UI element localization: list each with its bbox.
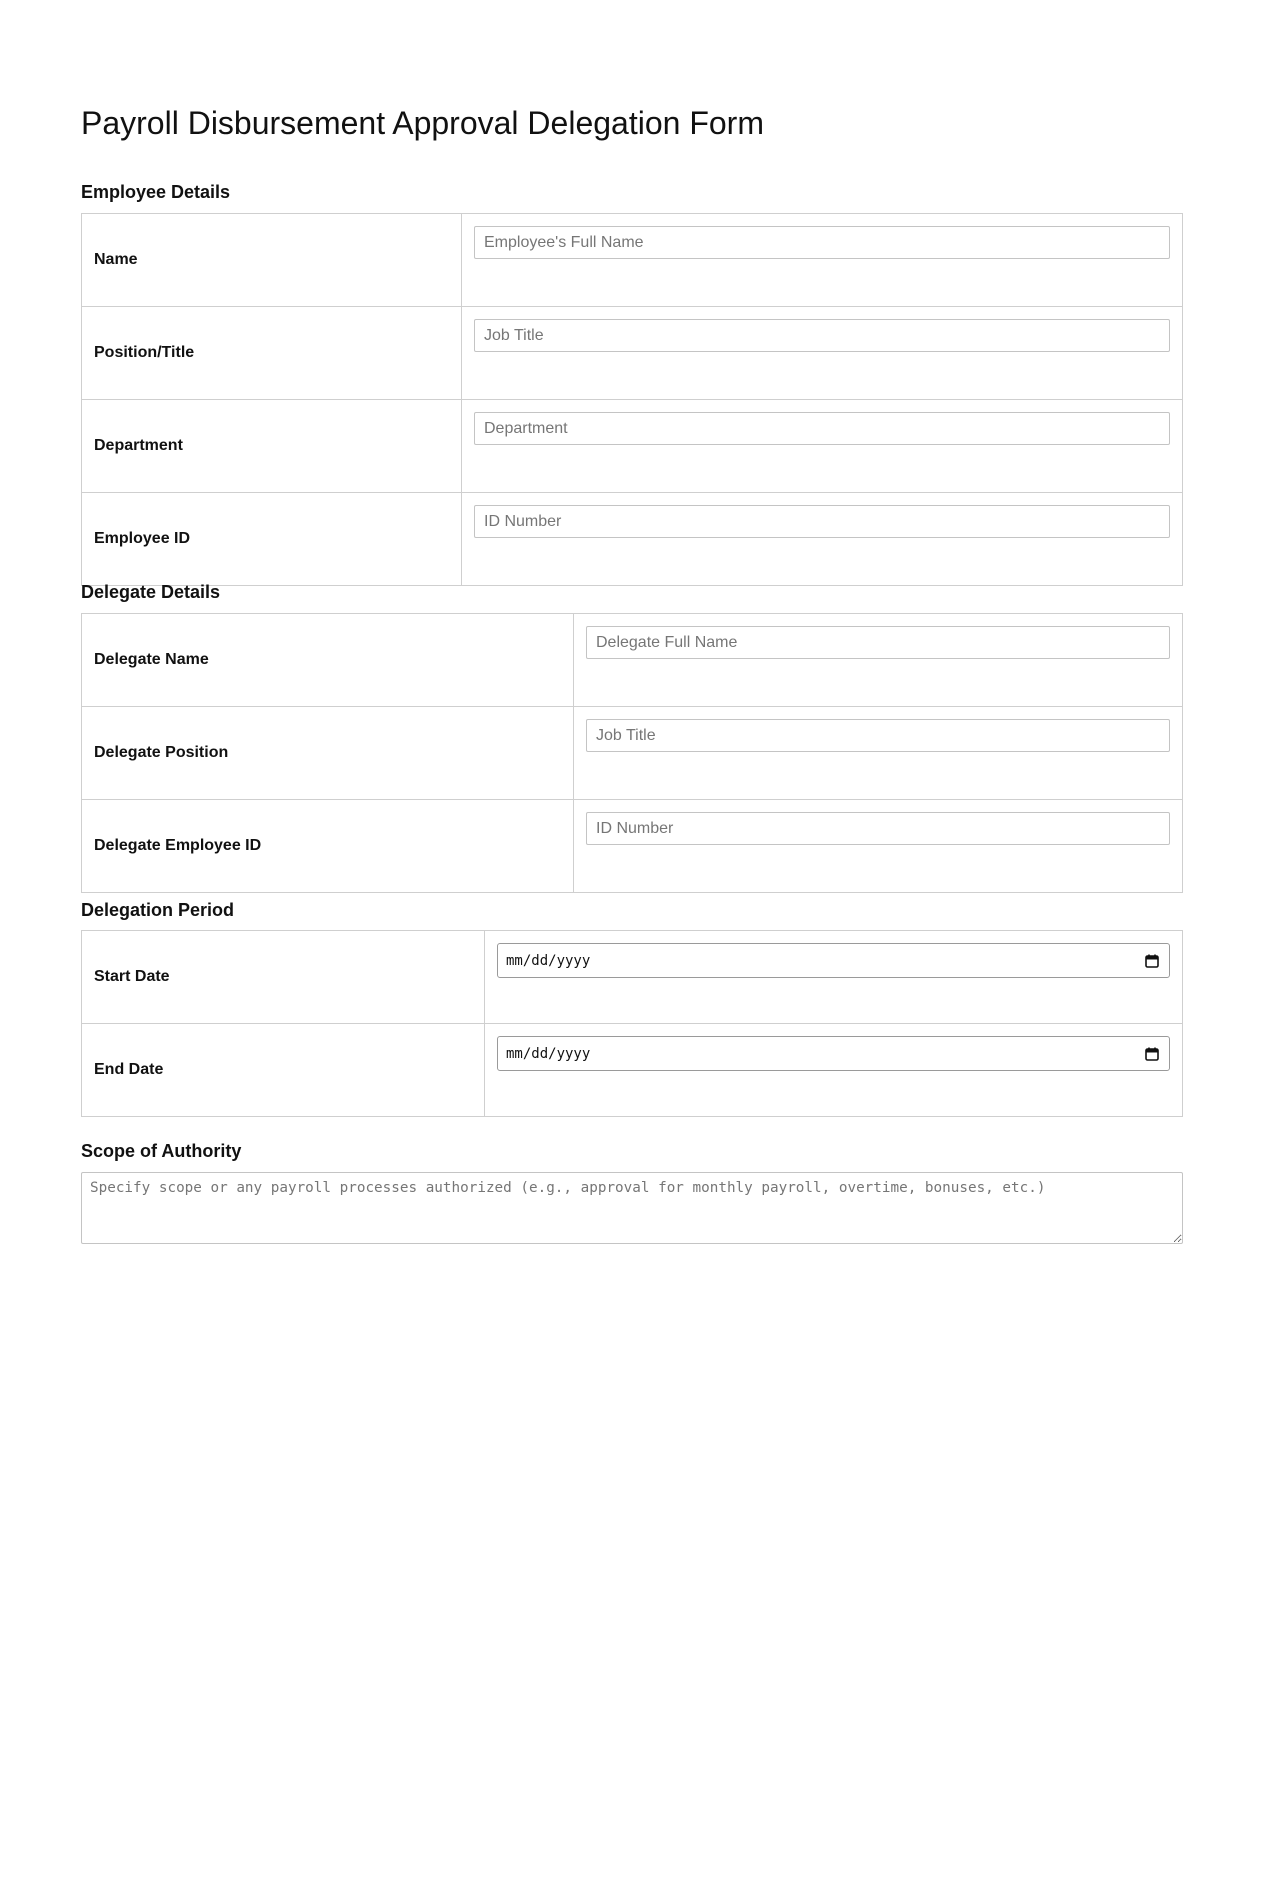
end-date-placeholder: mm/dd/yyyy [506,1045,591,1062]
start-date-placeholder: mm/dd/yyyy [506,952,591,969]
employee-position-input[interactable] [474,319,1170,352]
employee-name-row [82,214,1183,307]
delegate-name-row [82,614,1183,707]
end-date-row [82,1024,1183,1117]
employee-department-label: Department [82,400,462,493]
employee-id-label: Employee ID [82,493,462,586]
employee-department-input[interactable] [474,412,1170,445]
delegate-employee-id-row [82,800,1183,893]
start-date-label: Start Date [82,931,485,1024]
start-date-row [82,931,1183,1024]
scope-textarea[interactable] [81,1172,1183,1244]
employee-id-row [82,493,1183,586]
employee-position-label: Position/Title [82,307,462,400]
delegate-name-label: Delegate Name [82,614,574,707]
delegate-position-input[interactable] [586,719,1170,752]
employee-name-input[interactable] [474,226,1170,259]
delegate-position-label: Delegate Position [82,707,574,800]
delegation-period-heading: Delegation Period [81,900,235,920]
employee-name-label: Name [82,214,462,307]
delegate-details-table [81,613,1183,893]
employee-department-row [82,400,1183,493]
end-date-label: End Date [82,1024,485,1117]
employee-details-table [81,213,1183,586]
delegate-position-row [82,707,1183,800]
delegate-employee-id-input[interactable] [586,812,1170,845]
delegate-details-heading: Delegate Details [81,582,221,602]
start-date-input[interactable] [497,943,1170,978]
page-title: Payroll Disbursement Approval Delegation Form [81,105,764,141]
delegation-period-table [81,930,1183,1117]
employee-position-row [82,307,1183,400]
employee-details-heading: Employee Details [81,182,231,202]
delegate-name-input[interactable] [586,626,1170,659]
delegate-employee-id-label: Delegate Employee ID [82,800,574,893]
calendar-icon[interactable] [1144,953,1160,969]
calendar-icon[interactable] [1144,1046,1160,1062]
scope-heading: Scope of Authority [81,1141,242,1161]
end-date-input[interactable] [497,1036,1170,1071]
employee-id-input[interactable] [474,505,1170,538]
